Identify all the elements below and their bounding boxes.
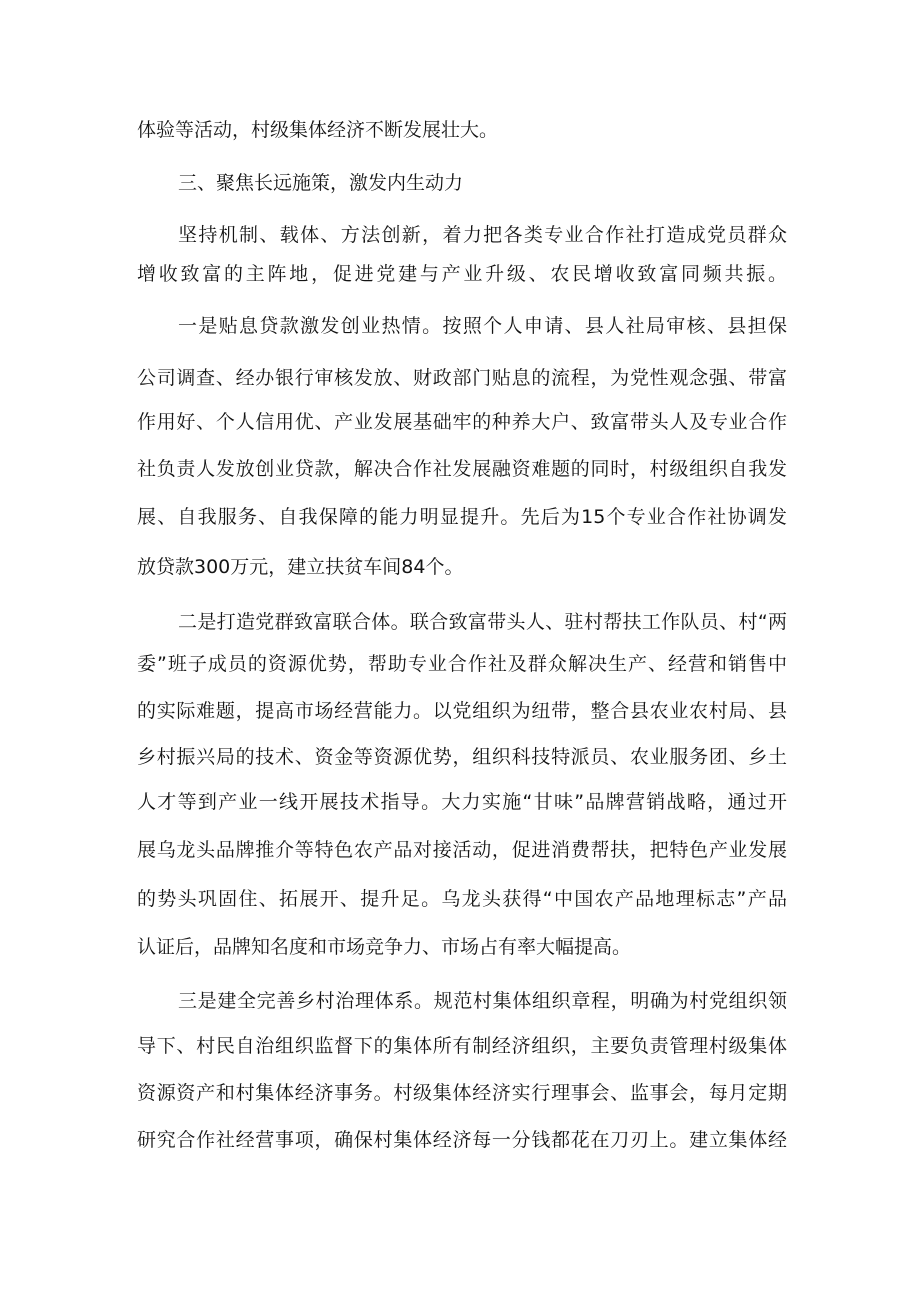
text-line-1: 体验等活动，村级集体经济不断发展壮大。 [137, 119, 499, 141]
text-line-20: 导下、村民自治组织监督下的集体所有制经济组织，主要负责管理村级集体 [137, 1035, 787, 1057]
text-line-3: 坚持机制、载体、方法创新，着力把各类专业合作社打造成党员群众 [178, 224, 787, 246]
text-line-22: 研究合作社经营事项，确保村集体经济每一分钱都花在刀刃上。建立集体经 [137, 1129, 787, 1151]
text-line-4: 增收致富的主阵地，促进党建与产业升级、农民增收致富同频共振。 [137, 263, 787, 285]
text-line-10: 放贷款300万元，建立扶贫车间84个。 [137, 556, 464, 578]
text-line-7: 作用好、个人信用优、产业发展基础牢的种养大户、致富带头人及专业合作 [137, 411, 787, 433]
text-line-9: 展、自我服务、自我保障的能力明显提升。先后为15个专业合作社协调发 [137, 506, 787, 528]
text-line-21: 资源资产和村集体经济事务。村级集体经济实行理事会、监事会，每月定期 [137, 1082, 787, 1104]
text-line-13: 的实际难题，提高市场经营能力。以党组织为纽带，整合县农业农村局、县 [137, 700, 787, 722]
text-line-12: 委”班子成员的资源优势，帮助专业合作社及群众解决生产、经营和销售中 [137, 653, 787, 675]
text-line-11: 二是打造党群致富联合体。联合致富带头人、驻村帮扶工作队员、村“两 [178, 611, 787, 633]
text-line-6: 公司调查、经办银行审核发放、财政部门贴息的流程，为党性观念强、带富 [137, 367, 787, 389]
text-line-14: 乡村振兴局的技术、资金等资源优势，组织科技特派员、农业服务团、乡土 [137, 746, 787, 768]
text-line-17: 的势头巩固住、拓展开、提升足。乌龙头获得“中国农产品地理标志”产品 [137, 888, 787, 910]
text-line-5: 一是贴息贷款激发创业热情。按照个人申请、县人社局审核、县担保 [178, 315, 787, 337]
text-line-8: 社负责人发放创业贷款，解决合作社发展融资难题的同时，村级组织自我发 [137, 458, 787, 480]
text-line-16: 展乌龙头品牌推介等特色农产品对接活动，促进消费帮扶，把特色产业发展 [137, 839, 787, 861]
text-line-18: 认证后，品牌知名度和市场竞争力、市场占有率大幅提高。 [137, 936, 632, 958]
section-heading: 三、聚焦长远施策，激发内生动力 [178, 172, 464, 194]
text-line-15: 人才等到产业一线开展技术指导。大力实施“甘味”品牌营销战略，通过开 [137, 791, 787, 813]
text-line-19: 三是建全完善乡村治理体系。规范村集体组织章程，明确为村党组织领 [178, 990, 787, 1012]
